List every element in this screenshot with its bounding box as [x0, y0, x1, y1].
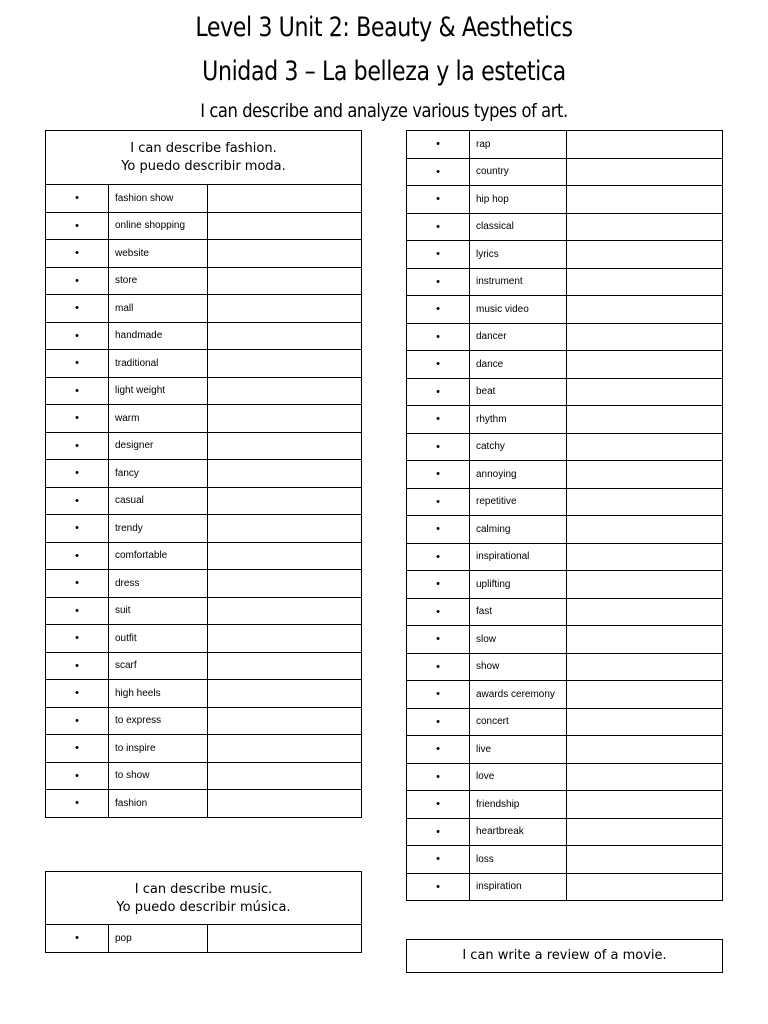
answer-cell[interactable] — [208, 707, 362, 735]
vocab-row — [46, 460, 362, 488]
answer-cell[interactable] — [567, 268, 723, 296]
vocab-word: rhythm — [470, 406, 567, 434]
vocab-word: fancy — [109, 460, 208, 488]
bullet: • — [407, 516, 470, 544]
vocab-word: hip hop — [470, 186, 567, 214]
vocab-row — [46, 515, 362, 543]
vocab-row — [407, 681, 723, 709]
bullet: • — [46, 405, 109, 433]
vocab-word: concert — [470, 708, 567, 736]
vocab-word: designer — [109, 432, 208, 460]
vocab-word: fashion show — [109, 185, 208, 213]
page-subtitle: Unidad 3 – La belleza y la estetica — [202, 56, 566, 87]
bullet: • — [407, 158, 470, 186]
bullet: • — [46, 570, 109, 598]
vocab-row — [407, 213, 723, 241]
vocab-row — [46, 680, 362, 708]
answer-cell[interactable] — [208, 542, 362, 570]
answer-cell[interactable] — [208, 625, 362, 653]
answer-cell[interactable] — [567, 461, 723, 489]
answer-cell[interactable] — [567, 433, 723, 461]
vocab-row — [46, 735, 362, 763]
answer-cell[interactable] — [208, 515, 362, 543]
vocab-row — [407, 516, 723, 544]
vocab-row — [46, 240, 362, 268]
vocab-word: dancer — [470, 323, 567, 351]
bullet: • — [46, 460, 109, 488]
answer-cell[interactable] — [567, 296, 723, 324]
bullet: • — [46, 625, 109, 653]
vocab-word: light weight — [109, 377, 208, 405]
vocab-row — [407, 846, 723, 874]
bullet: • — [46, 652, 109, 680]
bullet: • — [46, 377, 109, 405]
bullet: • — [46, 185, 109, 213]
answer-cell[interactable] — [567, 516, 723, 544]
vocab-row — [46, 350, 362, 378]
bullet: • — [46, 597, 109, 625]
vocab-row — [46, 295, 362, 323]
answer-cell[interactable] — [567, 351, 723, 379]
vocab-word: beat — [470, 378, 567, 406]
answer-cell[interactable] — [208, 432, 362, 460]
bullet: • — [407, 241, 470, 269]
movie-heading — [406, 939, 723, 973]
vocab-row — [407, 186, 723, 214]
vocab-word: to inspire — [109, 735, 208, 763]
bullet: • — [407, 433, 470, 461]
vocab-row — [407, 461, 723, 489]
bullet: • — [407, 186, 470, 214]
vocab-row — [46, 487, 362, 515]
vocab-row — [46, 597, 362, 625]
music-heading-es: Yo puedo describir música. — [116, 900, 291, 915]
vocab-word: comfortable — [109, 542, 208, 570]
bullet: • — [407, 598, 470, 626]
vocab-row — [407, 598, 723, 626]
bullet: • — [407, 296, 470, 324]
vocab-row — [407, 763, 723, 791]
answer-cell[interactable] — [567, 488, 723, 516]
vocab-word: catchy — [470, 433, 567, 461]
answer-cell[interactable] — [208, 377, 362, 405]
vocab-word: suit — [109, 597, 208, 625]
bullet: • — [46, 707, 109, 735]
answer-cell[interactable] — [567, 818, 723, 846]
vocab-word: heartbreak — [470, 818, 567, 846]
bullet: • — [407, 378, 470, 406]
answer-cell[interactable] — [567, 653, 723, 681]
answer-cell[interactable] — [567, 213, 723, 241]
answer-cell[interactable] — [208, 295, 362, 323]
vocab-row — [46, 432, 362, 460]
vocab-row — [407, 158, 723, 186]
vocab-row — [407, 818, 723, 846]
fashion-heading-es: Yo puedo describir moda. — [121, 159, 286, 174]
vocab-word: inspirational — [470, 543, 567, 571]
vocab-word: instrument — [470, 268, 567, 296]
vocab-row — [407, 543, 723, 571]
vocab-word: rap — [470, 131, 567, 159]
vocab-row — [407, 653, 723, 681]
vocab-row — [46, 542, 362, 570]
answer-cell[interactable] — [208, 267, 362, 295]
vocab-word: slow — [470, 626, 567, 654]
vocab-word: to show — [109, 762, 208, 790]
vocab-row — [46, 405, 362, 433]
vocab-row — [46, 322, 362, 350]
vocab-word: live — [470, 736, 567, 764]
vocab-row — [46, 212, 362, 240]
bullet: • — [46, 350, 109, 378]
music-heading — [45, 871, 362, 925]
vocab-word: pop — [109, 925, 208, 953]
vocab-word: classical — [470, 213, 567, 241]
vocab-word: lyrics — [470, 241, 567, 269]
vocab-row — [407, 736, 723, 764]
bullet: • — [407, 763, 470, 791]
vocab-row — [46, 925, 362, 953]
bullet: • — [46, 432, 109, 460]
answer-cell[interactable] — [208, 185, 362, 213]
bullet: • — [407, 268, 470, 296]
vocab-row — [407, 571, 723, 599]
vocab-row — [407, 406, 723, 434]
vocab-word: uplifting — [470, 571, 567, 599]
bullet: • — [407, 323, 470, 351]
vocab-row — [407, 296, 723, 324]
bullet: • — [407, 736, 470, 764]
vocab-word: fashion — [109, 790, 208, 818]
vocab-word: music video — [470, 296, 567, 324]
answer-cell[interactable] — [208, 212, 362, 240]
answer-cell[interactable] — [567, 186, 723, 214]
vocab-word: website — [109, 240, 208, 268]
bullet: • — [407, 873, 470, 901]
vocab-word: traditional — [109, 350, 208, 378]
answer-cell[interactable] — [567, 571, 723, 599]
bullet: • — [46, 925, 109, 953]
bullet: • — [46, 542, 109, 570]
answer-cell[interactable] — [208, 350, 362, 378]
answer-cell[interactable] — [208, 460, 362, 488]
vocab-word: annoying — [470, 461, 567, 489]
vocab-word: high heels — [109, 680, 208, 708]
vocab-word: outfit — [109, 625, 208, 653]
vocab-word: handmade — [109, 322, 208, 350]
answer-cell[interactable] — [567, 378, 723, 406]
music-heading-en: I can describe music. — [134, 882, 273, 897]
vocab-word: repetitive — [470, 488, 567, 516]
bullet: • — [407, 213, 470, 241]
answer-cell[interactable] — [567, 543, 723, 571]
music-vocab-table — [45, 924, 362, 953]
fashion-vocab-table — [45, 184, 362, 818]
bullet: • — [407, 818, 470, 846]
bullet: • — [407, 653, 470, 681]
bullet: • — [46, 295, 109, 323]
bullet: • — [407, 461, 470, 489]
vocab-word: dance — [470, 351, 567, 379]
vocab-word: store — [109, 267, 208, 295]
vocab-word: scarf — [109, 652, 208, 680]
answer-cell[interactable] — [208, 570, 362, 598]
answer-cell[interactable] — [208, 925, 362, 953]
answer-cell[interactable] — [567, 158, 723, 186]
answer-cell[interactable] — [567, 736, 723, 764]
bullet: • — [407, 708, 470, 736]
bullet: • — [407, 626, 470, 654]
vocab-word: dress — [109, 570, 208, 598]
vocab-row — [407, 268, 723, 296]
vocab-word: casual — [109, 487, 208, 515]
answer-cell[interactable] — [567, 598, 723, 626]
answer-cell[interactable] — [208, 322, 362, 350]
vocab-row — [46, 790, 362, 818]
answer-cell[interactable] — [208, 487, 362, 515]
vocab-row — [46, 625, 362, 653]
vocab-word: inspiration — [470, 873, 567, 901]
fashion-heading-en: I can describe fashion. — [130, 141, 277, 156]
vocab-row — [407, 323, 723, 351]
vocab-row — [407, 708, 723, 736]
answer-cell[interactable] — [208, 790, 362, 818]
bullet: • — [46, 680, 109, 708]
movie-heading-en: I can write a review of a movie. — [462, 948, 667, 963]
vocab-row — [46, 185, 362, 213]
vocab-row — [407, 433, 723, 461]
bullet: • — [407, 846, 470, 874]
bullet: • — [407, 488, 470, 516]
vocab-row — [46, 707, 362, 735]
vocab-row — [407, 131, 723, 159]
answer-cell[interactable] — [208, 680, 362, 708]
answer-cell[interactable] — [208, 240, 362, 268]
bullet: • — [46, 267, 109, 295]
vocab-row — [407, 626, 723, 654]
bullet: • — [407, 571, 470, 599]
vocab-word: awards ceremony — [470, 681, 567, 709]
vocab-row — [46, 762, 362, 790]
vocab-row — [407, 488, 723, 516]
answer-cell[interactable] — [208, 652, 362, 680]
vocab-row — [407, 791, 723, 819]
bullet: • — [46, 515, 109, 543]
vocab-row — [407, 241, 723, 269]
answer-cell[interactable] — [567, 131, 723, 159]
answer-cell[interactable] — [208, 405, 362, 433]
vocab-word: love — [470, 763, 567, 791]
answer-cell[interactable] — [567, 241, 723, 269]
vocab-row — [46, 570, 362, 598]
answer-cell[interactable] — [567, 791, 723, 819]
bullet: • — [407, 131, 470, 159]
bullet: • — [46, 240, 109, 268]
bullet: • — [46, 762, 109, 790]
answer-cell[interactable] — [208, 735, 362, 763]
page-title: Level 3 Unit 2: Beauty & Aesthetics — [195, 12, 573, 43]
answer-cell[interactable] — [567, 846, 723, 874]
answer-cell[interactable] — [567, 708, 723, 736]
vocab-word: friendship — [470, 791, 567, 819]
answer-cell[interactable] — [208, 762, 362, 790]
bullet: • — [407, 406, 470, 434]
bullet: • — [46, 735, 109, 763]
answer-cell[interactable] — [567, 323, 723, 351]
answer-cell[interactable] — [567, 626, 723, 654]
vocab-row — [407, 351, 723, 379]
answer-cell[interactable] — [567, 406, 723, 434]
vocab-word: trendy — [109, 515, 208, 543]
vocab-word: to express — [109, 707, 208, 735]
bullet: • — [46, 790, 109, 818]
answer-cell[interactable] — [567, 763, 723, 791]
vocab-row — [407, 873, 723, 901]
bullet: • — [407, 543, 470, 571]
vocab-word: calming — [470, 516, 567, 544]
vocab-row — [46, 377, 362, 405]
bullet: • — [46, 322, 109, 350]
vocab-word: mall — [109, 295, 208, 323]
bullet: • — [46, 487, 109, 515]
vocab-row — [46, 267, 362, 295]
answer-cell[interactable] — [208, 597, 362, 625]
answer-cell[interactable] — [567, 681, 723, 709]
vocab-row — [46, 652, 362, 680]
vocab-word: show — [470, 653, 567, 681]
vocab-row — [407, 378, 723, 406]
vocab-word: warm — [109, 405, 208, 433]
bullet: • — [407, 681, 470, 709]
fashion-heading — [45, 130, 362, 184]
learning-target: I can describe and analyze various types of art. — [200, 100, 568, 122]
bullet: • — [46, 212, 109, 240]
music-vocab-table-continued — [406, 130, 723, 901]
vocab-word: online shopping — [109, 212, 208, 240]
bullet: • — [407, 791, 470, 819]
vocab-word: fast — [470, 598, 567, 626]
answer-cell[interactable] — [567, 873, 723, 901]
vocab-word: loss — [470, 846, 567, 874]
vocab-word: country — [470, 158, 567, 186]
bullet: • — [407, 351, 470, 379]
